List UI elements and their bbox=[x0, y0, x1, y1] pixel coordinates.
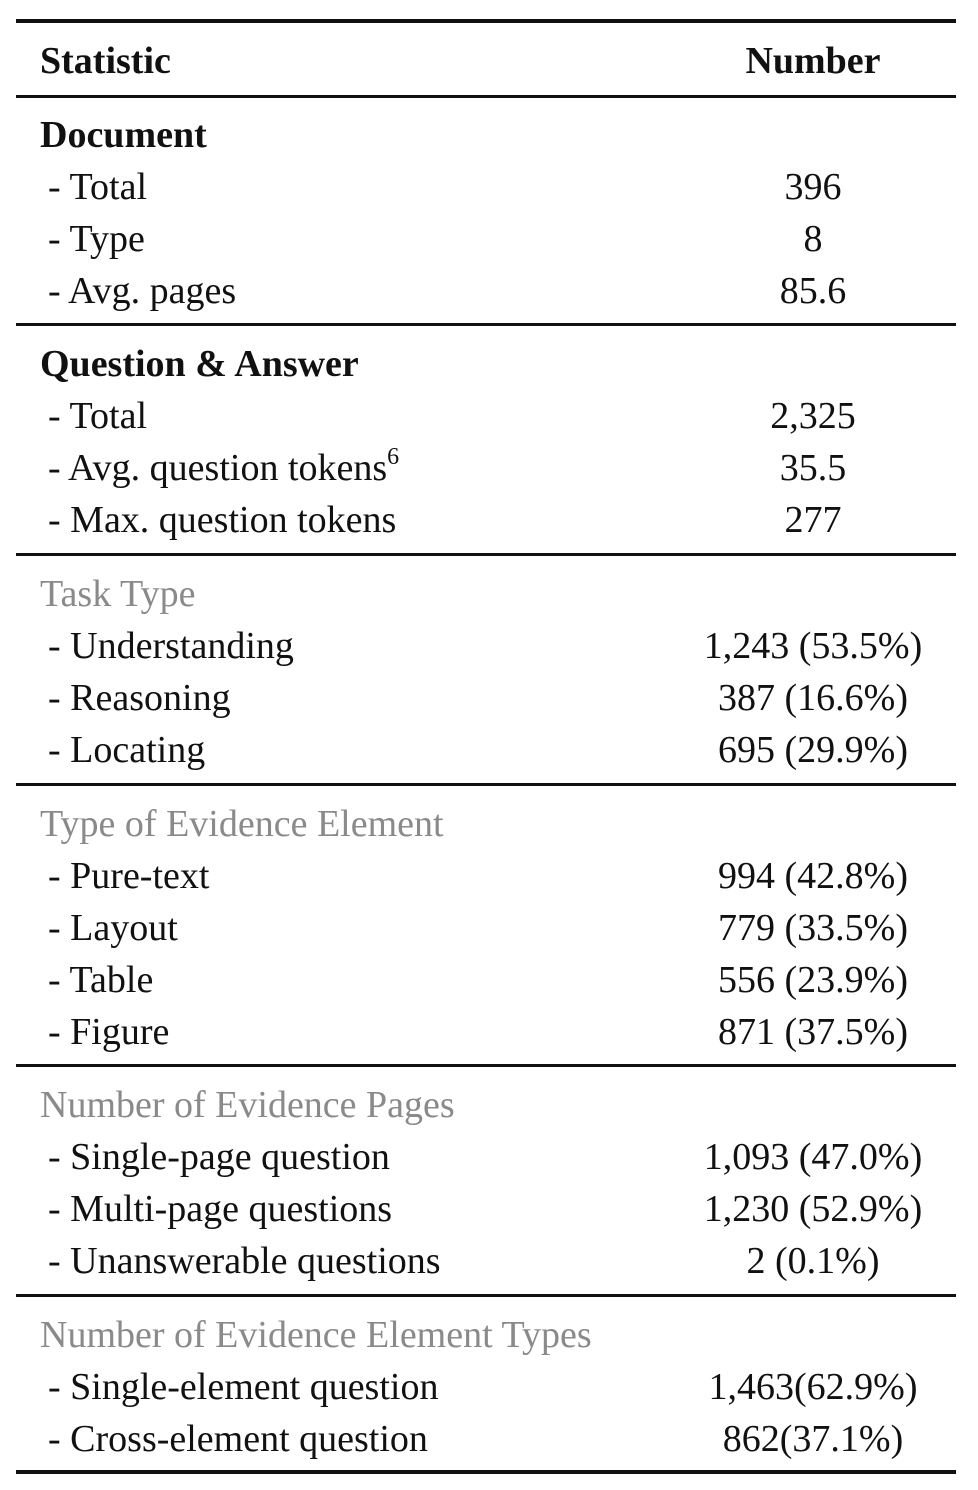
row-label: - Total bbox=[48, 395, 148, 437]
row-value: 779 (33.5%) bbox=[718, 907, 908, 949]
row-label: - Single-page question bbox=[48, 1136, 390, 1178]
row-label: - Max. question tokens bbox=[48, 499, 397, 541]
section-title-evidence-pages: Number of Evidence Pages bbox=[40, 1084, 455, 1126]
header-statistic: Statistic bbox=[40, 40, 171, 82]
section-divider bbox=[16, 1294, 956, 1297]
row-value: 994 (42.8%) bbox=[718, 855, 908, 897]
row-label: - Unanswerable questions bbox=[48, 1240, 441, 1282]
row-value: 1,463(62.9%) bbox=[708, 1366, 918, 1408]
row-label: - Understanding bbox=[48, 625, 294, 667]
row-value: 1,243 (53.5%) bbox=[703, 625, 923, 667]
section-divider bbox=[16, 553, 956, 556]
row-label: - Single-element question bbox=[48, 1366, 439, 1408]
row-value: 85.6 bbox=[779, 270, 847, 312]
row-label: - Locating bbox=[48, 729, 206, 771]
row-value: 862(37.1%) bbox=[722, 1418, 904, 1460]
row-value: 871 (37.5%) bbox=[718, 1011, 908, 1053]
row-value: 35.5 bbox=[779, 447, 847, 489]
section-divider bbox=[16, 1064, 956, 1067]
row-label: - Cross-element question bbox=[48, 1418, 428, 1460]
row-value: 556 (23.9%) bbox=[718, 959, 908, 1001]
row-label: - Layout bbox=[48, 907, 178, 949]
section-title-document: Document bbox=[40, 114, 207, 156]
row-label: - Multi-page questions bbox=[48, 1188, 393, 1230]
header-rule bbox=[16, 95, 956, 98]
row-value: 277 bbox=[784, 499, 842, 541]
section-title-evidence-element: Type of Evidence Element bbox=[40, 803, 444, 845]
row-value: 396 bbox=[784, 166, 842, 208]
footnote-marker: 6 bbox=[387, 444, 400, 470]
row-value: 8 bbox=[803, 218, 823, 260]
row-label: - Reasoning bbox=[48, 677, 231, 719]
row-label-text: - Avg. question tokens bbox=[48, 447, 388, 489]
section-title-task-type: Task Type bbox=[40, 573, 196, 615]
row-label: - Total bbox=[48, 166, 148, 208]
row-label: - Pure-text bbox=[48, 855, 210, 897]
section-title-evidence-element-types: Number of Evidence Element Types bbox=[40, 1314, 592, 1356]
row-value: 1,093 (47.0%) bbox=[703, 1136, 923, 1178]
row-label: - Table bbox=[48, 959, 154, 1001]
row-value: 2,325 bbox=[770, 395, 856, 437]
row-value: 695 (29.9%) bbox=[718, 729, 908, 771]
section-title-qa: Question & Answer bbox=[40, 343, 359, 385]
row-value: 1,230 (52.9%) bbox=[703, 1188, 923, 1230]
row-value: 2 (0.1%) bbox=[746, 1240, 880, 1282]
top-rule bbox=[16, 19, 956, 23]
header-number: Number bbox=[745, 40, 881, 82]
row-label: - Figure bbox=[48, 1011, 170, 1053]
row-label: - Type bbox=[48, 218, 145, 260]
bottom-rule bbox=[16, 1470, 956, 1474]
section-divider bbox=[16, 323, 956, 326]
row-value: 387 (16.6%) bbox=[718, 677, 908, 719]
row-label: - Avg. pages bbox=[48, 270, 237, 312]
row-label-with-footnote bbox=[48, 444, 400, 489]
section-divider bbox=[16, 783, 956, 786]
